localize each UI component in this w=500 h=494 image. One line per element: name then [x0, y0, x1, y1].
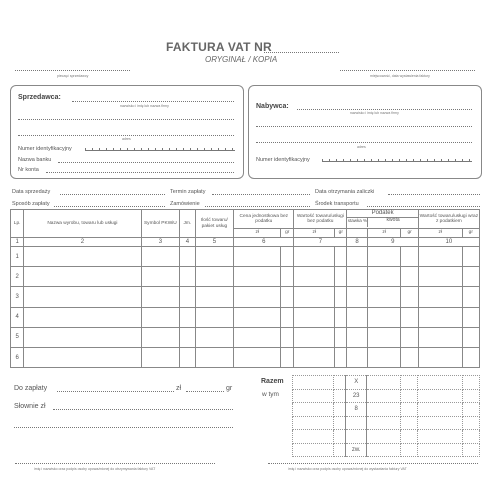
row-number: 6 — [11, 347, 24, 367]
summary-row — [293, 389, 480, 403]
summary-row — [293, 430, 480, 444]
summary-row — [293, 376, 480, 390]
table-row[interactable] — [11, 247, 480, 267]
col-number: 10 — [418, 238, 479, 247]
tax-amount-header: kwota — [386, 216, 400, 223]
row-number: 5 — [11, 327, 24, 347]
advance-date-line[interactable] — [388, 194, 480, 195]
col-number: 6 — [234, 238, 294, 247]
transport-line[interactable] — [367, 206, 480, 207]
sale-date-line[interactable] — [60, 194, 165, 195]
row-number: 3 — [11, 287, 24, 307]
tax-header-label: Podatek — [347, 211, 417, 218]
table-row[interactable] — [11, 347, 480, 367]
col-number: 2 — [24, 238, 141, 247]
seller-account-label: Nr konta — [18, 167, 39, 173]
seller-stamp-label: pieczęć sprzedawcy — [57, 74, 89, 78]
summary-rate — [346, 430, 367, 444]
summary-rate: zw. — [346, 443, 367, 457]
buyer-address-hint: adres — [357, 145, 366, 149]
issuer-signature-label: imię i nazwisko oraz podpis osoby upoważnionej do wystawiania faktury VAT — [288, 467, 407, 471]
col-tax-header — [347, 210, 418, 229]
col-unit-header: Jm. — [180, 210, 195, 238]
seller-bank-line[interactable] — [58, 162, 234, 163]
net-gr: gr — [335, 229, 347, 238]
tax-rate-sub — [347, 229, 367, 238]
net-zl: zł — [294, 229, 335, 238]
sale-date-label: Data sprzedaży — [12, 189, 51, 195]
row-number: 2 — [11, 267, 24, 287]
col-qty-header: Ilość towaru/ pakiet usług — [195, 210, 234, 238]
summary-rate — [346, 416, 367, 430]
payment-term-line[interactable] — [212, 194, 310, 195]
tax-rate-header: stawka % — [347, 218, 368, 227]
seller-address-hint: adres — [122, 137, 131, 141]
seller-name-line-2[interactable] — [18, 119, 234, 120]
table-row[interactable] — [11, 287, 480, 307]
buyer-name-line-2[interactable] — [256, 126, 472, 127]
col-number: 1 — [11, 238, 24, 247]
col-price-header: Cena jednostkowa bez podatku — [234, 210, 294, 229]
summary-rate: X — [346, 376, 367, 390]
buyer-box — [248, 85, 482, 179]
buyer-address-line[interactable] — [256, 142, 472, 143]
price-gr: gr — [281, 229, 294, 238]
col-number: 3 — [141, 238, 180, 247]
buyer-name-hint: nazwisko i imię lub nazwa firmy — [350, 111, 399, 115]
of-which-label: w tym — [262, 391, 279, 398]
payment-method-line[interactable] — [54, 206, 165, 207]
seller-id-cells[interactable] — [85, 142, 235, 151]
to-pay-gr-line[interactable] — [186, 391, 224, 392]
receiver-signature-label: imię i nazwisko oraz podpis osoby upoważnionej do otrzymywania faktury VAT — [34, 467, 156, 471]
table-row[interactable] — [11, 327, 480, 347]
payment-method-label: Sposób zapłaty — [12, 201, 50, 207]
col-number: 4 — [180, 238, 195, 247]
invoice-title: FAKTURA VAT NR — [166, 40, 272, 54]
tax-gr: gr — [401, 229, 418, 238]
to-pay-gr: gr — [226, 385, 233, 392]
table-row[interactable] — [11, 307, 480, 327]
invoice-number-line[interactable] — [264, 52, 339, 53]
order-line[interactable] — [205, 206, 310, 207]
in-words-line[interactable] — [53, 409, 233, 410]
col-number: 7 — [294, 238, 347, 247]
receiver-signature-line[interactable] — [15, 463, 215, 464]
col-number: 8 — [347, 238, 367, 247]
col-number: 5 — [195, 238, 234, 247]
in-words-line-2[interactable] — [14, 427, 233, 428]
to-pay-zl: zł — [176, 385, 182, 392]
seller-stamp-line[interactable] — [15, 70, 130, 71]
summary-row — [293, 403, 480, 417]
seller-name-line[interactable] — [72, 101, 234, 102]
buyer-id-cells[interactable] — [322, 153, 472, 162]
col-name-header: Nazwa wyrobu, towaru lub usługi — [24, 210, 141, 238]
summary-rate: 8 — [346, 403, 367, 417]
row-number: 4 — [11, 307, 24, 327]
place-date-label: miejscowość, data wystawienia faktury — [370, 74, 430, 78]
place-date-line[interactable] — [340, 70, 475, 71]
seller-id-label: Numer identyfikacyjny — [18, 146, 72, 152]
seller-heading: Sprzedawca: — [18, 94, 61, 101]
col-number: 9 — [367, 238, 418, 247]
payment-term-label: Termin zapłaty — [170, 189, 206, 195]
buyer-name-line[interactable] — [297, 109, 472, 110]
seller-account-line[interactable] — [46, 172, 234, 173]
items-table — [10, 209, 480, 368]
advance-date-label: Data otrzymania zaliczki — [315, 189, 375, 195]
seller-address-line[interactable] — [18, 135, 234, 136]
col-gross-header: Wartość towaru/usługi wraz z podatkiem — [418, 210, 479, 229]
total-label: Razem — [261, 378, 284, 385]
gross-zl: zł — [418, 229, 462, 238]
summary-row — [293, 443, 480, 457]
in-words-label: Słownie zł — [14, 403, 46, 410]
tax-zl: zł — [367, 229, 401, 238]
gross-gr: gr — [462, 229, 479, 238]
seller-name-hint: nazwisko i imię lub nazwa firmy — [120, 104, 169, 108]
col-symbol-header: Symbol PKWiU — [141, 210, 180, 238]
issuer-signature-line[interactable] — [268, 463, 478, 464]
col-net-header: Wartość towaru/usługi bez podatku — [294, 210, 347, 229]
row-number: 1 — [11, 247, 24, 267]
seller-bank-label: Nazwa banku — [18, 157, 52, 163]
order-label: Zamówienie — [170, 201, 200, 207]
table-row[interactable] — [11, 267, 480, 287]
to-pay-label: Do zapłaty — [14, 385, 48, 392]
summary-rate: 23 — [346, 389, 367, 403]
col-lp-header: Lp. — [11, 210, 24, 238]
invoice-subtitle: ORYGINAŁ / KOPIA — [205, 55, 278, 64]
buyer-heading: Nabywca: — [256, 103, 289, 110]
summary-table — [292, 375, 480, 457]
to-pay-line[interactable] — [57, 391, 174, 392]
transport-label: Środek transportu — [315, 201, 359, 207]
summary-row — [293, 416, 480, 430]
price-zl: zł — [234, 229, 281, 238]
buyer-id-label: Numer identyfikacyjny — [256, 157, 310, 163]
